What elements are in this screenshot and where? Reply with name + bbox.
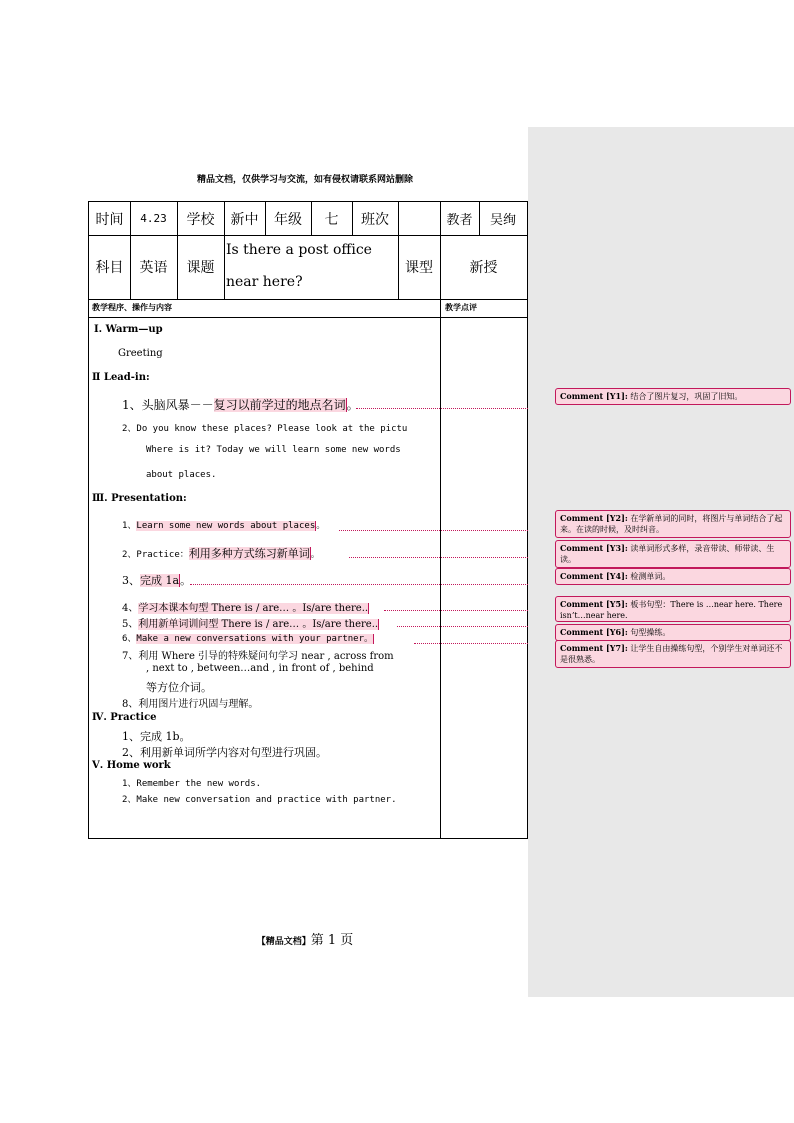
line-conversation: 6、Make a new conversations with your partner。 <box>122 634 373 644</box>
line-where-prep: 7、利用 Where 引导的特殊疑问句学习 near , across from <box>122 651 394 662</box>
comment-balloon-y3[interactable]: Comment [Y3]: 读单词形式多样，录音带读、师带读、生读。 <box>555 540 791 568</box>
topic-line-2: near here? <box>226 274 303 290</box>
line-complete-1b: 1、完成 1b。 <box>122 730 191 743</box>
line-complete-1a: 3、完成 1a。 <box>122 574 192 587</box>
line-practice-head: Ⅳ. Practice <box>92 712 157 723</box>
page-footer: 【精品文档】第 1 页 <box>256 933 354 948</box>
time-value: 4.23 <box>140 212 167 225</box>
time-label: 时间 <box>95 211 124 228</box>
line-practice: 2、Practice：利用多种方式练习新单词。 <box>122 547 320 560</box>
line-places: about places. <box>146 470 217 480</box>
line-learn-words: 1、Learn some new words about places。 <box>122 521 326 531</box>
comment-balloon-y5[interactable]: Comment [Y5]: 板书句型：There is …near here. There isn’t…near here. <box>555 596 791 622</box>
line-remember: 1、Remember the new words. <box>122 779 262 789</box>
line-drill-pattern: 5、利用新单词训问型 There is / are… 。Is/are there.. <box>122 619 379 630</box>
comment-balloon-y4[interactable]: Comment [Y4]: 检测单词。 <box>555 568 791 585</box>
watermark-text: 精品文档，仅供学习与交流，如有侵权请联系网站删除 <box>196 175 413 185</box>
line-homework-head: Ⅴ. Home work <box>92 760 171 771</box>
comment-balloon-y2[interactable]: Comment [Y2]: 在学新单词的同时，将图片与单词结合了起来。在读的时候，及时纠音。 <box>555 510 791 538</box>
grade-value: 七 <box>324 211 339 228</box>
line-make-conversation: 2、Make new conversation and practice with partner. <box>122 795 397 805</box>
class-label: 班次 <box>361 211 389 228</box>
line-prep-end: 等方位介词。 <box>146 681 212 694</box>
grade-label: 年级 <box>274 211 302 228</box>
teacher-value: 吴绚 <box>489 213 516 228</box>
comment-balloon-y1[interactable]: Comment [Y1]: 结合了图片复习，巩固了旧知。 <box>555 388 791 405</box>
line-prepositions: , next to , between…and , in front of , behind <box>146 663 374 674</box>
line-sentence-pattern: 4、学习本课本句型 There is / are… 。Is/are there.. <box>122 603 369 614</box>
line-question: 2、Do you know these places? Please look at the pictu <box>122 424 408 434</box>
subject-label: 科目 <box>95 260 124 276</box>
school-label: 学校 <box>186 211 215 228</box>
line-pictures: 8、利用图片进行巩固与理解。 <box>122 699 259 710</box>
line-where: Where is it? Today we will learn some new words <box>146 445 401 455</box>
line-brainstorm: 1、头脑风暴－－复习以前学过的地点名词。 <box>122 398 359 412</box>
comment-balloon-y7[interactable]: Comment [Y7]: 让学生自由操练句型，个别学生对单词还不是很熟悉。 <box>555 640 791 668</box>
line-consolidate: 2、利用新单词所学内容对句型进行巩固。 <box>122 746 327 759</box>
topic-label: 课题 <box>186 260 215 276</box>
line-warmup: Ⅰ. Warm—up <box>94 324 163 335</box>
subject-value: 英语 <box>139 260 168 276</box>
teacher-label: 教者 <box>446 213 473 228</box>
line-presentation: Ⅲ. Presentation: <box>92 493 187 504</box>
type-label: 课型 <box>405 260 433 276</box>
school-value: 新中 <box>230 211 259 228</box>
type-value: 新授 <box>469 260 498 276</box>
procedure-heading: 教学程序、操作与内容 <box>92 302 172 312</box>
comment-balloon-y6[interactable]: Comment [Y6]: 句型操练。 <box>555 624 791 641</box>
line-greeting: Greeting <box>118 348 163 359</box>
comment-heading: 教学点评 <box>445 302 477 312</box>
topic-line-1: Is there a post office <box>226 242 372 258</box>
line-leadin: Ⅱ Lead-in: <box>92 372 150 383</box>
